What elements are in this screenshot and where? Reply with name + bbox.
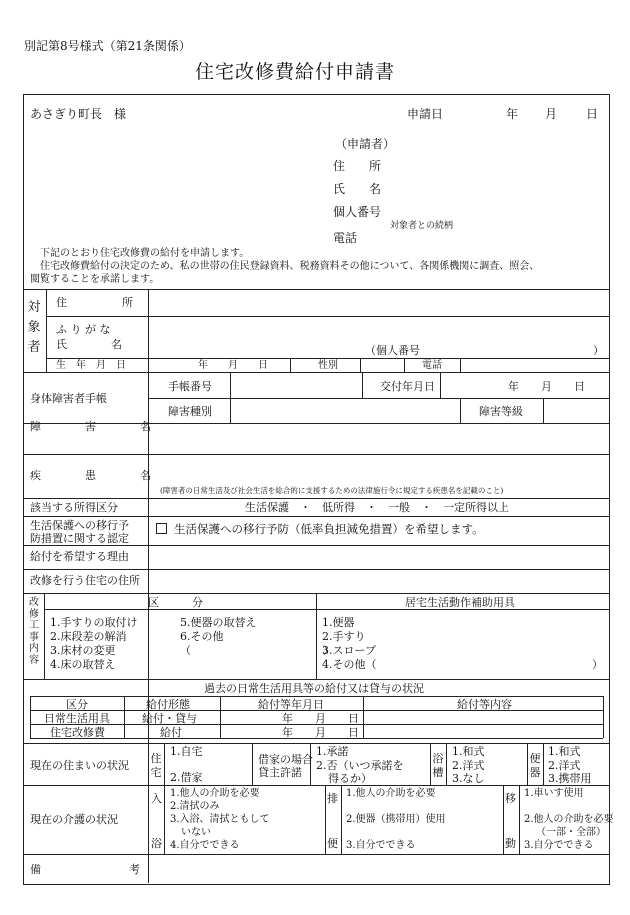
disability-book-label: 身体障害者手帳 [30,392,107,405]
toilet-japanese-option[interactable]: 1.和式 [548,745,581,758]
lease-label-2: 貸主許諾 [258,766,302,779]
subject-sex-label: 性別 [318,360,338,371]
care-move-side-2: 動 [505,837,516,850]
disability-grade-label: 障害等級 [479,405,523,418]
subject-phone-field[interactable] [462,359,606,371]
subject-personal-no-close: ） [593,344,604,357]
form-number: 別記第8号様式（第21条関係） [24,39,191,53]
subject-name-field[interactable] [150,318,606,342]
history-header-kind: 区分 [66,698,88,711]
subject-personal-no-field[interactable] [425,343,585,357]
application-date-day: 日 [586,107,599,121]
disease-note: (障害者の日常生活及び社会生活を総合的に支援するための法律施行令に規定する疾患名を記載のこと) [160,486,504,495]
history-row-2-content[interactable] [365,725,601,737]
renovation-side-label: 改 修 工 事 内 容 [29,597,39,666]
history-row-1-kind: 日常生活用具 [44,712,110,725]
reno-item-4[interactable]: 4.床の取替え [50,658,116,671]
application-date-month: 月 [545,107,558,121]
care-bath-option-4[interactable]: 4.自分でできる [170,840,240,851]
care-excr-side-2: 便 [327,837,338,850]
disability-type-label: 障害種別 [168,405,212,418]
intro-line-1: 下記のとおり住宅改修費の給付を申請します。 [40,248,250,259]
page-title: 住宅改修費給付申請書 [195,61,396,83]
care-bath-option-1[interactable]: 1.他人の介助を必要 [170,788,260,799]
reno-item-6[interactable]: 6.その他 [180,630,224,643]
care-excr-side-1: 排 [327,792,338,805]
care-move-option-1[interactable]: 1.車いす使用 [524,788,584,799]
care-bath-option-3[interactable]: 3.入浴、清拭ともして [170,814,270,825]
income-options[interactable]: 生活保護 ・ 低所得 ・ 一般 ・ 一定所得以上 [245,501,509,514]
intro-line-3: 閲覧することを承諾します。 [30,274,160,285]
reno-item-other-field[interactable]: （ ） [180,644,334,657]
disease-field[interactable] [150,457,606,485]
applicant-address-label: 住 所 [333,159,382,173]
remarks-field[interactable] [150,857,606,881]
subject-name-label: 氏 名 [56,338,122,351]
disability-type-field[interactable] [232,400,458,420]
disability-name-field[interactable] [150,426,606,452]
lease-deny-note: 得るか） [328,772,372,785]
renovation-aid-header: 居宅生活動作補助用具 [405,596,515,609]
care-bath-side-2: 浴 [151,837,162,850]
reno-item-2[interactable]: 2.床段差の解消 [50,630,127,643]
history-header-date: 給付等年月日 [258,698,324,711]
toilet-portable-option[interactable]: 3.携帯用 [548,772,592,785]
subject-address-label: 住 所 [56,296,133,309]
applicant-personal-no-field[interactable] [400,202,600,218]
applicant-personal-no-label: 個人番号 [333,205,382,219]
history-row-1-form[interactable]: 給付・貸与 [142,712,197,725]
aid-item-4-close: ） [592,658,603,671]
disability-name-label: 障 害 名 [30,420,151,433]
disease-label: 疾 患 名 [30,469,151,482]
care-excr-option-2[interactable]: 2.便器（携帯用）使用 [346,814,446,825]
subject-furigana-label: ふ り が な [56,323,111,336]
housing-label: 現在の住まいの状況 [30,759,129,772]
aid-item-1[interactable]: 1.便器 [322,616,355,629]
subject-birth-label: 生 年 月 日 [56,360,126,371]
bath-japanese-option[interactable]: 1.和式 [452,745,485,758]
renovation-address-label: 改修を行う住宅の住所 [30,574,140,587]
lease-label-1: 借家の場合 [258,753,313,766]
history-row-2-form[interactable]: 給付 [160,726,182,739]
renovation-address-field[interactable] [150,571,606,591]
renovation-category-header: 区 分 [148,596,203,609]
issue-date-label: 交付年月日 [380,380,435,393]
care-label: 現在の介護の状況 [30,813,118,826]
care-move-option-3[interactable]: 3.自分でできる [524,840,594,851]
toilet-side: 便 器 [529,752,541,779]
care-bath-side-1: 入 [151,792,162,805]
applicant-heading: （申請者） [335,137,396,151]
bath-none-option[interactable]: 3.なし [452,772,485,785]
subject-side-label: 対 象 者 [27,300,41,356]
addressee: あさぎり町長 様 [30,107,127,121]
aid-item-3[interactable]: 3.スロープ [322,644,376,657]
bath-western-option[interactable]: 2.洋式 [452,759,485,772]
reno-item-5[interactable]: 5.便器の取替え [180,616,257,629]
applicant-relation-label: 対象者との続柄 [390,221,454,231]
application-date-label: 申請日 [407,107,444,121]
care-excr-option-3[interactable]: 3.自分でできる [346,840,416,851]
disability-grade-field[interactable] [545,400,605,420]
care-excr-option-1[interactable]: 1.他人の介助を必要 [346,788,436,799]
reno-item-3[interactable]: 3.床材の変更 [50,644,116,657]
reason-field[interactable] [150,547,606,567]
application-date-input[interactable] [445,104,500,122]
issue-date-ymd: 年 月 日 [508,380,585,393]
care-move-option-2-detail[interactable]: （一部・全部） [536,827,606,838]
intro-line-2: 住宅改修費給付の決定のため、私の世帯の住民登録資料、税務資料その他について、各関係機関に調査、照会、 [40,261,540,272]
applicant-name-label: 氏 名 [333,182,382,196]
housing-own-option[interactable]: 1.自宅 [170,745,203,758]
remarks-label: 備 考 [30,863,140,876]
history-row-1-content[interactable] [365,711,601,723]
subject-birth-ymd: 年 月 日 [198,360,268,371]
housing-rent-option[interactable]: 2.借家 [170,771,203,784]
welfare-checkbox[interactable] [156,523,167,534]
lease-consent-option[interactable]: 1.承諾 [316,745,349,758]
welfare-label-1: 生活保護への移行予 [30,519,129,532]
applicant-phone-field[interactable] [400,230,600,246]
reason-label: 給付を希望する理由 [30,550,129,563]
reno-item-1[interactable]: 1.手すりの取付け [50,616,138,629]
history-header-content: 給付等内容 [457,698,512,711]
subject-personal-no-label: （個人番号 [365,344,420,357]
book-number-field[interactable] [232,375,360,395]
toilet-western-option[interactable]: 2.洋式 [548,759,581,772]
welfare-text: 生活保護への移行予防（低率負担減免措置）を希望します。 [174,522,484,536]
welfare-label-2: 防措置に関する認定 [30,532,129,545]
applicant-phone-label: 電話 [333,231,358,245]
history-row-2-kind: 住宅改修費 [50,726,105,739]
history-row-2-date[interactable]: 年 月 日 [282,726,359,739]
book-number-label: 手帳番号 [168,380,212,393]
application-date-year: 年 [506,107,519,121]
aid-item-4[interactable]: 4.その他（ [322,658,377,671]
history-row-1-date[interactable]: 年 月 日 [282,712,359,725]
care-bath-option-3-cont: いない [181,827,211,838]
bath-side: 浴 槽 [432,752,444,779]
care-bath-option-2[interactable]: 2.清拭のみ [170,801,220,812]
subject-phone-label: 電話 [422,360,442,371]
care-move-side-1: 移 [505,792,516,805]
subject-address-field[interactable] [150,291,606,315]
care-move-option-2[interactable]: 2.他人の介助を必要 [524,814,614,825]
history-header-form: 給付形態 [146,698,190,711]
lease-deny-option[interactable]: 2.否（いつ承諾を [316,759,404,772]
aid-item-2[interactable]: 2.手すり [322,630,366,643]
income-label: 該当する所得区分 [30,501,118,514]
subject-sex-field[interactable] [362,359,402,371]
applicant-name-field[interactable] [400,179,600,197]
applicant-address-field[interactable] [400,156,600,174]
housing-live-side: 住 宅 [150,752,162,779]
history-title: 過去の日常生活用具等の給付又は貸与の状況 [204,682,424,695]
